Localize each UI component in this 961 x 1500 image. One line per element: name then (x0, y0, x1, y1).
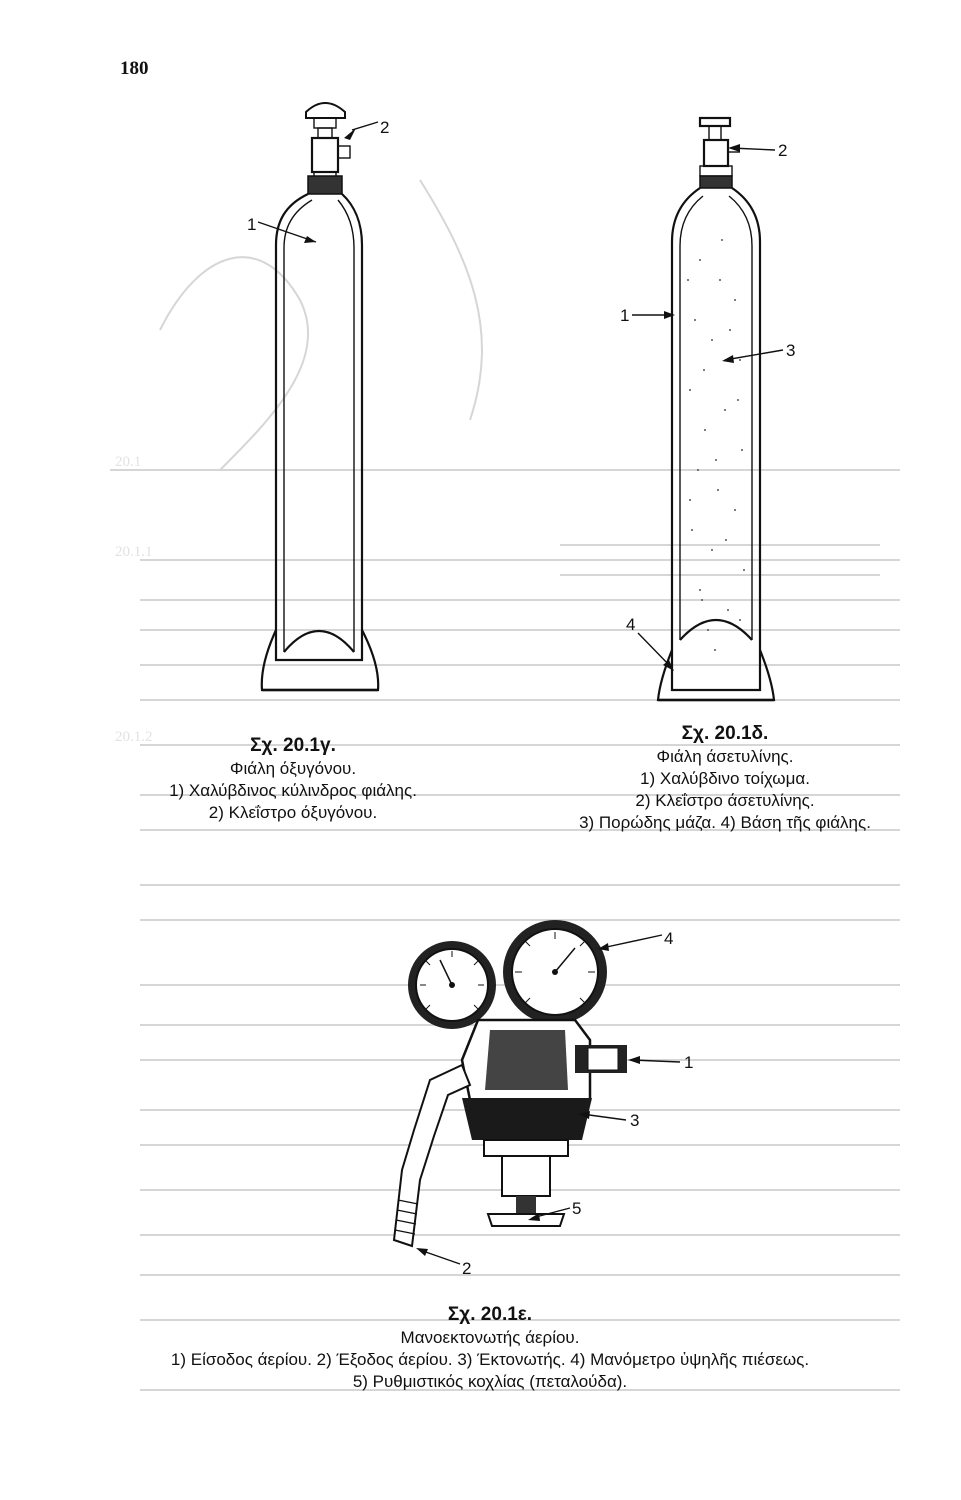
acetylene-cylinder-drawing (620, 118, 795, 700)
oxygen-figure-subtitle: Φιάλη όξυγόνου. (229, 759, 357, 778)
regulator-callout-5: 5 (572, 1199, 582, 1218)
regulator-figure-subtitle: Μανοεκτονωτής άερίου. (400, 1328, 580, 1347)
acetylene-figure-subtitle: Φιάλη άσετυλίνης. (656, 747, 794, 766)
acetylene-callout-3: 3 (786, 341, 796, 360)
porous-mass-stipple (687, 239, 745, 651)
acetylene-callout-4: 4 (626, 615, 636, 634)
gas-regulator-drawing (394, 920, 693, 1278)
oxygen-legend-line-1: 1) Χαλύβδινος κύλινδρος φιάλης. (169, 781, 417, 800)
show-through-heading-1: 20.1 (115, 454, 142, 470)
acetylene-legend-line-2: 2) Κλεΐστρο άσετυλίνης. (635, 791, 815, 810)
acetylene-caption (525, 722, 925, 834)
oxygen-callout-2: 2 (380, 118, 390, 137)
oxygen-callout-1: 1 (247, 215, 257, 234)
regulator-callout-4: 4 (664, 929, 674, 948)
acetylene-callout-1: 1 (620, 306, 630, 325)
acetylene-legend-line-1: 1) Χαλύβδινο τοίχωμα. (640, 769, 810, 788)
regulator-callout-3: 3 (630, 1111, 640, 1130)
regulator-legend-line-2: 5) Ρυθμιστικός κοχλίας (πεταλούδα). (352, 1372, 628, 1391)
show-through-heading-3: 20.1.2 (115, 729, 153, 745)
oxygen-caption (128, 734, 458, 824)
oxygen-figure-title: Σχ. 20.1γ. (250, 735, 336, 756)
regulator-callout-1: 1 (684, 1053, 694, 1072)
regulator-figure-title: Σχ. 20.1ε. (447, 1304, 533, 1325)
regulator-callout-2: 2 (462, 1259, 472, 1278)
acetylene-figure-title: Σχ. 20.1δ. (681, 723, 769, 744)
show-through-heading-2: 20.1.1 (115, 544, 153, 560)
acetylene-callout-2: 2 (778, 141, 788, 160)
regulator-caption (60, 1303, 920, 1393)
oxygen-cylinder-drawing (247, 103, 389, 690)
page-number: 180 (120, 58, 149, 79)
oxygen-legend-line-2: 2) Κλεΐστρο όξυγόνου. (208, 803, 378, 822)
regulator-legend-line-1: 1) Είσοδος άερίου. 2) Έξοδος άερίου. 3) Έκτονωτής. 4) Μανόμετρο ὑψηλῆς πιέσεως. (170, 1350, 810, 1369)
acetylene-legend-line-3: 3) Πορώδης μάζα. 4) Βάση τῆς φιάλης. (579, 813, 871, 832)
